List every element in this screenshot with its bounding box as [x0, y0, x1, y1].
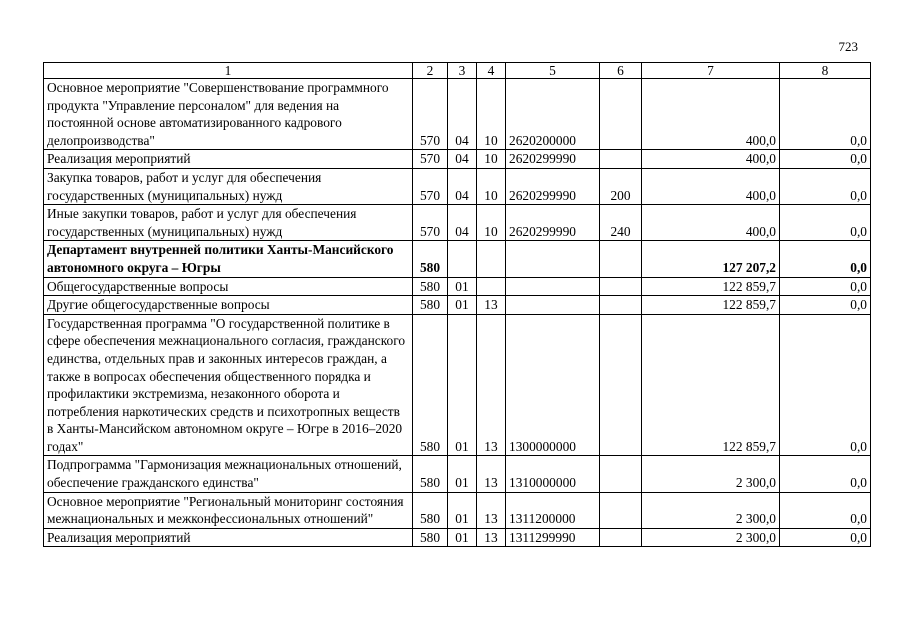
amount-secondary-cell: 0,0	[780, 205, 871, 241]
item-name-cell: Основное мероприятие "Региональный мониторинг состояния межнациональных и межконфессиональных отношений"	[44, 492, 413, 528]
expense-type-cell	[600, 277, 642, 296]
table-row	[44, 150, 871, 169]
amount-cell: 400,0	[642, 150, 780, 169]
subsection-code-cell	[477, 241, 506, 277]
target-article-cell: 2620200000	[506, 79, 600, 150]
expense-type-cell	[600, 456, 642, 492]
item-name-cell: Другие общегосударственные вопросы	[44, 296, 413, 315]
amount-secondary-cell: 0,0	[780, 492, 871, 528]
ministry-code-cell: 570	[413, 168, 448, 204]
subsection-code-cell: 13	[477, 296, 506, 315]
target-article-cell: 2620299990	[506, 150, 600, 169]
subsection-code-cell: 13	[477, 492, 506, 528]
item-name-cell: Иные закупки товаров, работ и услуг для обеспечения государственных (муниципальных) нужд	[44, 205, 413, 241]
amount-cell: 122 859,7	[642, 277, 780, 296]
item-name-cell: Основное мероприятие "Совершенствование программного продукта "Управление персоналом" для ведения на постоянной основе автоматизированного кадрового делопроизводства"	[44, 79, 413, 150]
ministry-code-cell: 570	[413, 79, 448, 150]
section-code-cell: 04	[448, 205, 477, 241]
subsection-code-cell: 10	[477, 79, 506, 150]
table-row	[44, 79, 871, 150]
section-code-cell: 01	[448, 296, 477, 315]
table-row	[44, 492, 871, 528]
table-row	[44, 277, 871, 296]
table-header-row	[44, 63, 871, 79]
amount-cell: 127 207,2	[642, 241, 780, 277]
section-code-cell: 04	[448, 168, 477, 204]
ministry-code-cell: 570	[413, 205, 448, 241]
section-code-cell: 01	[448, 314, 477, 456]
table-row	[44, 296, 871, 315]
table-row	[44, 314, 871, 456]
ministry-code-cell: 580	[413, 296, 448, 315]
target-article-cell: 2620299990	[506, 168, 600, 204]
target-article-cell: 2620299990	[506, 205, 600, 241]
subsection-code-cell: 10	[477, 205, 506, 241]
table-row	[44, 528, 871, 547]
amount-secondary-cell: 0,0	[780, 79, 871, 150]
ministry-code-cell: 580	[413, 314, 448, 456]
ministry-code-cell: 570	[413, 150, 448, 169]
expense-type-cell	[600, 314, 642, 456]
header-cell: 1	[44, 63, 413, 79]
item-name-cell: Общегосударственные вопросы	[44, 277, 413, 296]
target-article-cell: 1310000000	[506, 456, 600, 492]
item-name-cell: Государственная программа "О государственной политике в сфере обеспечения межнационального согласия, гражданского единства, отдельных прав и законных интересов граждан, а также в вопросах обеспечения общественного порядка и профилактики экстремизма, незаконного оборота и потребления наркотических средств и психотропных веществ в Ханты-Мансийском автономном округе – Югре в 2016–2020 годах"	[44, 314, 413, 456]
target-article-cell: 1300000000	[506, 314, 600, 456]
section-code-cell	[448, 241, 477, 277]
amount-secondary-cell: 0,0	[780, 277, 871, 296]
table-row	[44, 241, 871, 277]
header-cell: 4	[477, 63, 506, 79]
subsection-code-cell: 13	[477, 456, 506, 492]
item-name-cell: Закупка товаров, работ и услуг для обеспечения государственных (муниципальных) нужд	[44, 168, 413, 204]
amount-cell: 2 300,0	[642, 492, 780, 528]
header-cell: 7	[642, 63, 780, 79]
amount-secondary-cell: 0,0	[780, 528, 871, 547]
table-row	[44, 168, 871, 204]
expense-type-cell	[600, 241, 642, 277]
target-article-cell	[506, 277, 600, 296]
header-cell: 5	[506, 63, 600, 79]
expense-type-cell: 200	[600, 168, 642, 204]
table-row	[44, 456, 871, 492]
page-number: 723	[838, 39, 858, 54]
target-article-cell	[506, 241, 600, 277]
expense-type-cell	[600, 296, 642, 315]
expense-type-cell	[600, 492, 642, 528]
subsection-code-cell: 10	[477, 168, 506, 204]
section-code-cell: 04	[448, 150, 477, 169]
item-name-cell: Департамент внутренней политики Ханты-Мансийского автономного округа – Югры	[44, 241, 413, 277]
item-name-cell: Реализация мероприятий	[44, 150, 413, 169]
ministry-code-cell: 580	[413, 241, 448, 277]
amount-cell: 400,0	[642, 205, 780, 241]
target-article-cell	[506, 296, 600, 315]
amount-cell: 2 300,0	[642, 528, 780, 547]
header-cell: 8	[780, 63, 871, 79]
item-name-cell: Подпрограмма "Гармонизация межнациональных отношений, обеспечение гражданского единства"	[44, 456, 413, 492]
amount-secondary-cell: 0,0	[780, 168, 871, 204]
header-cell: 6	[600, 63, 642, 79]
amount-cell: 400,0	[642, 168, 780, 204]
ministry-code-cell: 580	[413, 492, 448, 528]
section-code-cell: 01	[448, 277, 477, 296]
budget-table	[43, 62, 871, 547]
expense-type-cell	[600, 150, 642, 169]
subsection-code-cell: 10	[477, 150, 506, 169]
amount-secondary-cell: 0,0	[780, 456, 871, 492]
amount-cell: 122 859,7	[642, 296, 780, 315]
subsection-code-cell: 13	[477, 528, 506, 547]
amount-secondary-cell: 0,0	[780, 150, 871, 169]
item-name-cell: Реализация мероприятий	[44, 528, 413, 547]
header-cell: 3	[448, 63, 477, 79]
ministry-code-cell: 580	[413, 277, 448, 296]
section-code-cell: 01	[448, 492, 477, 528]
header-cell: 2	[413, 63, 448, 79]
section-code-cell: 01	[448, 528, 477, 547]
subsection-code-cell	[477, 277, 506, 296]
expense-type-cell: 240	[600, 205, 642, 241]
section-code-cell: 04	[448, 79, 477, 150]
expense-type-cell	[600, 79, 642, 150]
amount-secondary-cell: 0,0	[780, 314, 871, 456]
amount-cell: 122 859,7	[642, 314, 780, 456]
table-row	[44, 205, 871, 241]
section-code-cell: 01	[448, 456, 477, 492]
ministry-code-cell: 580	[413, 528, 448, 547]
target-article-cell: 1311299990	[506, 528, 600, 547]
amount-cell: 2 300,0	[642, 456, 780, 492]
target-article-cell: 1311200000	[506, 492, 600, 528]
amount-secondary-cell: 0,0	[780, 241, 871, 277]
expense-type-cell	[600, 528, 642, 547]
subsection-code-cell: 13	[477, 314, 506, 456]
amount-secondary-cell: 0,0	[780, 296, 871, 315]
ministry-code-cell: 580	[413, 456, 448, 492]
amount-cell: 400,0	[642, 79, 780, 150]
